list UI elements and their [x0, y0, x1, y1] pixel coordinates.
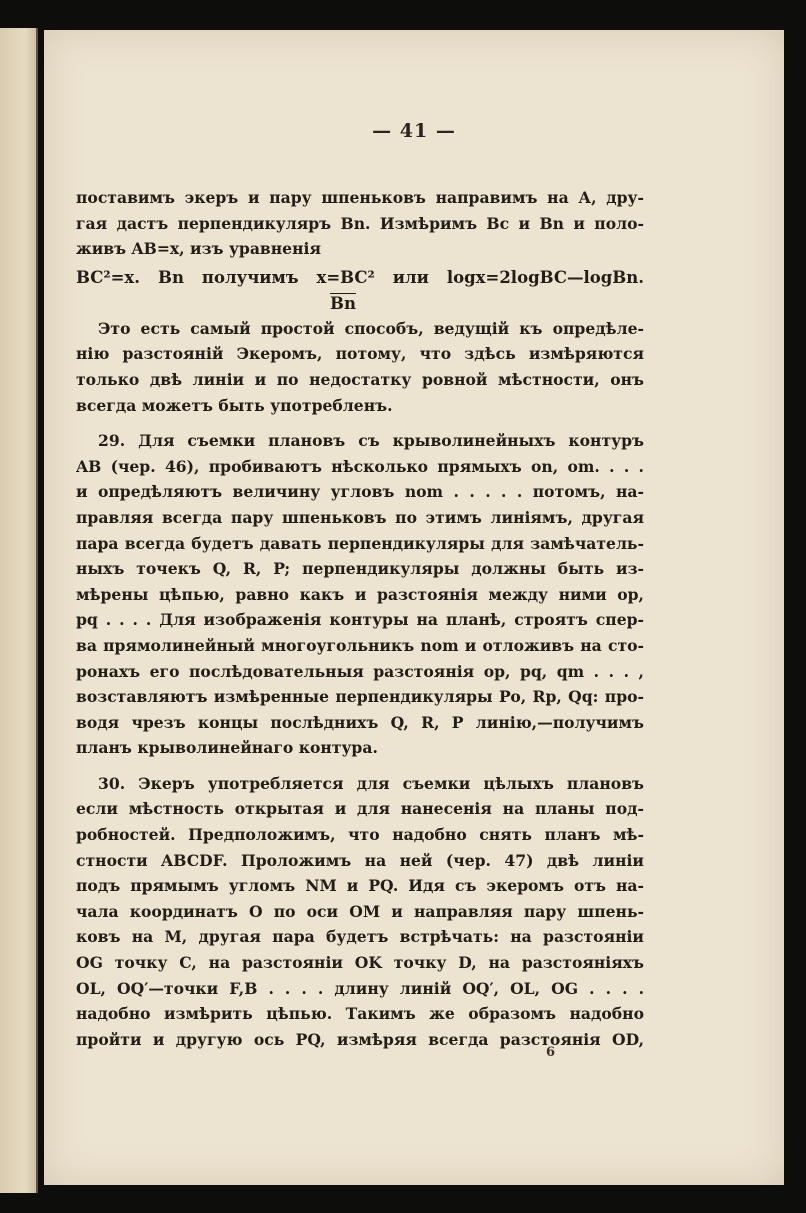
- text-line: надобно измѣрить цѣпью. Такимъ же образомъ надобно: [76, 1004, 644, 1024]
- formula: [76, 264, 644, 316]
- text-line: ва прямолинейный многоугольникъ nom и отложивъ на сто-: [76, 635, 644, 655]
- text-line: водя чрезъ концы послѣднихъ Q, R, P линію,—получимъ: [76, 712, 644, 732]
- signature-mark: 6: [546, 1045, 556, 1060]
- text-line: Это есть самый простой способъ, ведущій къ опредѣле-: [98, 318, 644, 338]
- text-line: 29. Для съемки плановъ съ крыволинейныхъ контуръ: [98, 431, 644, 451]
- page-body: [76, 185, 644, 1052]
- text-line: ронахъ его послѣдовательныя разстоянія op, pq, qm . . . ,: [76, 661, 644, 681]
- text-line: AB (чер. 46), пробиваютъ нѣсколько прямыхъ on, om. . . .: [76, 456, 644, 476]
- text-line: если мѣстность открытая и для нанесенія на планы под-: [76, 799, 644, 819]
- text-line: возставляютъ измѣренные перпендикуляры Po, Rp, Qq: про-: [76, 687, 644, 707]
- text-line: ковъ на M, другая пара будетъ встрѣчать: на разстояніи: [76, 927, 644, 947]
- text-line: поставимъ экеръ и пару шпеньковъ направимъ на А, дру-: [76, 188, 644, 207]
- text-line: OL, OQ′—точки F,B . . . . длину линій OQ′, OL, OG . . . .: [76, 978, 644, 998]
- page-number: — 41 —: [372, 120, 456, 142]
- text-line: гая дастъ перпендикуляръ Bn. Измѣримъ Bc и Bn и поло-: [76, 213, 644, 233]
- paragraph-30: [76, 771, 644, 1053]
- text-line: всегда можетъ быть употребленъ.: [76, 395, 393, 415]
- text-line: планъ крыволинейнаго контура.: [76, 738, 378, 758]
- paragraph-29: [76, 428, 644, 761]
- text-line: чала координатъ O по оси OM и направляя пару шпень-: [76, 901, 644, 921]
- text-line: 30. Экеръ употребляется для съемки цѣлыхъ плановъ: [98, 773, 644, 793]
- formula-denominator: $\overline{Bn}$: [330, 293, 356, 313]
- text-line: подъ прямымъ угломъ NM и PQ. Идя съ экеромъ отъ на-: [76, 876, 644, 896]
- paragraph-intro: [76, 185, 644, 262]
- formula-main: BC²=x. Bn получимъ x=BC² или logx=2logBC—logBn.: [76, 267, 644, 287]
- book-page: [44, 30, 784, 1185]
- paragraph-method: [76, 316, 644, 418]
- text-line: OG точку C, на разстояніи OK точку D, на разстояніяхъ: [76, 953, 644, 973]
- text-line: нію разстояній Экеромъ, потому, что здѣсь измѣряются: [76, 344, 644, 364]
- text-line: стности ABCDF. Проложимъ на ней (чер. 47) двѣ линіи: [76, 850, 644, 870]
- previous-page-edge: [0, 28, 38, 1193]
- text-line: робностей. Предположимъ, что надобно снять планъ мѣ-: [76, 825, 644, 845]
- text-line: ныхъ точекъ Q, R, P; перпендикуляры должны быть из-: [76, 559, 644, 579]
- text-line: живъ AB=x, изъ уравненія: [76, 239, 321, 259]
- text-line: и опредѣляютъ величину угловъ nom . . . . . потомъ, на-: [76, 482, 644, 502]
- text-line: pq . . . . Для изображенія контуры на планѣ, строятъ спер-: [76, 610, 644, 630]
- text-line: мѣрены цѣпью, равно какъ и разстоянія между ними op,: [76, 584, 644, 604]
- text-line: пройти и другую ось PQ, измѣряя всегда разстоянія OD,: [76, 1029, 644, 1049]
- text-line: только двѣ линіи и по недостатку ровной мѣстности, онъ: [76, 369, 644, 389]
- text-line: правляя всегда пару шпеньковъ по этимъ линіямъ, другая: [76, 507, 644, 527]
- text-line: пара всегда будетъ давать перпендикуляры для замѣчатель-: [76, 533, 644, 553]
